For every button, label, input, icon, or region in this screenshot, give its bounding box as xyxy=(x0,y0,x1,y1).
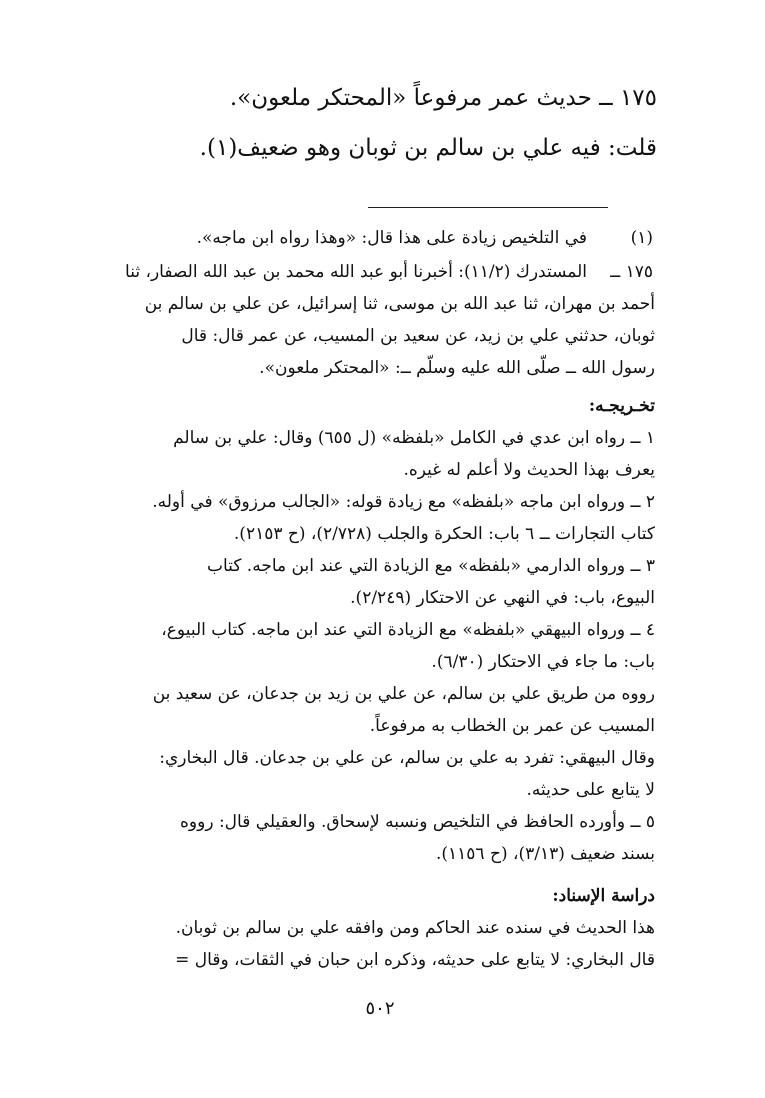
dirasa-line: قال البخاري: لا يتابع على حديثه، وذكره ابن حبان في الثقات، وقال = xyxy=(175,950,655,970)
footnote-separator xyxy=(368,207,608,208)
takhrij-line: ٥ ــ وأورده الحافظ في التلخيص ونسبه لإسحاق. والعقيلي قال: رووه xyxy=(180,812,655,832)
isnad-note-number: ١٧٥ ــ xyxy=(610,262,653,282)
takhrij-line: ٣ ــ ورواه الدارمي «بلفظه» مع الزيادة التي عند ابن ماجه. كتاب xyxy=(207,556,655,576)
dirasa-line: هذا الحديث في سنده عند الحاكم ومن وافقه علي بن سالم بن ثوبان. xyxy=(175,918,655,938)
isnad-line: ثوبان، حدثني علي بن زيد، عن سعيد بن المسيب، عن عمر قال: قال xyxy=(181,326,655,346)
takhrij-line: ١ ــ رواه ابن عدي في الكامل «بلفظه» (ل ٦٥٥) وقال: علي بن سالم xyxy=(173,428,655,448)
page-number: ٥٠٢ xyxy=(365,998,395,1019)
hadith-line-1: ١٧٥ ــ حديث عمر مرفوعاً «المحتكر ملعون». xyxy=(229,85,657,111)
takhrij-line: لا يتابع على حديثه. xyxy=(526,780,655,800)
takhrij-line: كتاب التجارات ــ ٦ باب: الحكرة والجلب (٢/٧٢٨)، (ح ٢١٥٣). xyxy=(233,524,655,544)
takhrij-line: وقال البيهقي: تفرد به علي بن سالم، عن علي بن جدعان. قال البخاري: xyxy=(159,748,655,768)
takhrij-line: بسند ضعيف (٣/١٣)، (ح ١١٥٦). xyxy=(435,844,655,864)
takhrij-line: البيوع، باب: في النهي عن الاحتكار (٢/٢٤٩). xyxy=(350,588,655,608)
dirasa-heading: دراسة الإسناد: xyxy=(552,886,655,906)
isnad-line: أحمد بن مهران، ثنا عبد الله بن موسى، ثنا إسرائيل، عن علي بن سالم بن xyxy=(144,294,655,314)
takhrij-line: يعرف بهذا الحديث ولا أعلم له غيره. xyxy=(403,460,655,480)
takhrij-line: باب: ما جاء في الاحتكار (٦/٣٠). xyxy=(431,652,655,672)
footnote-1-number: (١) xyxy=(630,228,653,248)
takhrij-line: المسيب عن عمر بن الخطاب به مرفوعاً. xyxy=(369,716,655,736)
isnad-line: المستدرك (١١/٢): أخبرنا أبو عبد الله محمد بن عبد الله الصفار، ثنا xyxy=(125,262,587,282)
footnote-1-text: في التلخيص زيادة على هذا قال: «وهذا رواه ابن ماجه». xyxy=(196,228,587,248)
hadith-line-2: قلت: فيه علي بن سالم بن ثوبان وهو ضعيف(١). xyxy=(199,135,657,161)
takhrij-heading: تخـريجـه: xyxy=(588,396,655,416)
takhrij-line: ٤ ــ ورواه البيهقي «بلفظه» مع الزيادة التي عند ابن ماجه. كتاب البيوع، xyxy=(161,620,655,640)
isnad-line: رسول الله ــ صلّى الله عليه وسلّم ــ: «المحتكر ملعون». xyxy=(259,358,655,378)
takhrij-line: رووه من طريق علي بن سالم، عن علي بن زيد بن جدعان، عن سعيد بن xyxy=(152,684,655,704)
takhrij-line: ٢ ــ ورواه ابن ماجه «بلفظه» مع زيادة قوله: «الجالب مرزوق» في أوله. xyxy=(152,492,655,512)
